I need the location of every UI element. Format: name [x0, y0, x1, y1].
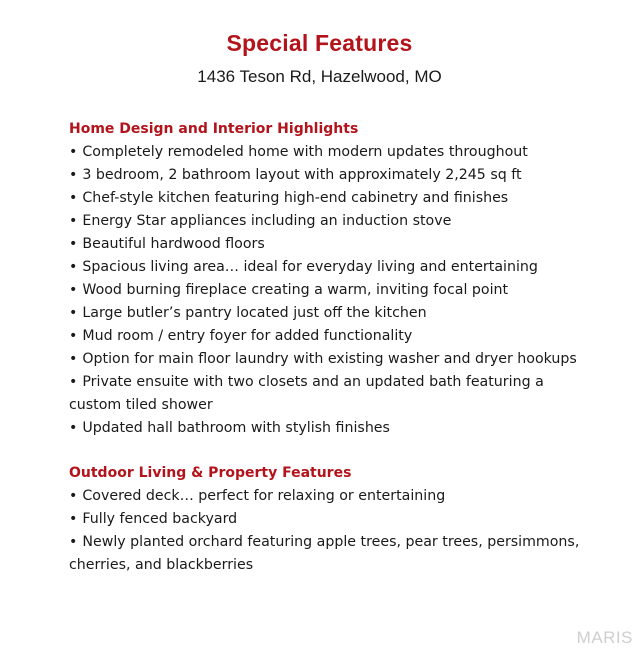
maris-watermark: MARIS [576, 628, 633, 647]
property-address: 1436 Teson Rd, Hazelwood, MO [197, 67, 442, 86]
bullet-icon: • [69, 236, 78, 252]
list-item: • Mud room / entry foyer for added functionality [69, 328, 413, 344]
bullet-icon: • [69, 259, 78, 275]
list-item: • Updated hall bathroom with stylish finishes [69, 420, 390, 436]
feature-list [69, 485, 589, 577]
list-item: • Large butler’s pantry located just off the kitchen [69, 305, 427, 321]
bullet-icon: • [69, 213, 78, 229]
list-item: • Chef-style kitchen featuring high-end cabinetry and finishes [69, 190, 509, 206]
list-item: • Spacious living area… ideal for everyday living and entertaining [69, 259, 538, 275]
feature-list [69, 141, 589, 440]
section-heading: Home Design and Interior Highlights [69, 121, 359, 137]
list-item: • Option for main floor laundry with existing washer and dryer hookups [69, 351, 577, 367]
bullet-icon: • [69, 328, 78, 344]
list-item: • 3 bedroom, 2 bathroom layout with approximately 2,245 sq ft [69, 167, 522, 183]
bullet-icon: • [69, 167, 78, 183]
list-item: • Fully fenced backyard [69, 511, 238, 527]
bullet-icon: • [69, 190, 78, 206]
bullet-icon: • [69, 351, 78, 367]
bullet-icon: • [69, 420, 78, 436]
bullet-icon: • [69, 144, 78, 160]
outdoor-features-section [69, 462, 589, 577]
list-item: • Wood burning fireplace creating a warm, inviting focal point [69, 282, 509, 298]
interior-highlights-section [69, 118, 589, 440]
list-item: • Energy Star appliances including an induction stove [69, 213, 452, 229]
list-item: • Private ensuite with two closets and an updated bath featuring a custom tiled shower [69, 374, 544, 413]
section-heading: Outdoor Living & Property Features [69, 465, 352, 481]
bullet-icon: • [69, 534, 78, 550]
list-item: • Completely remodeled home with modern updates throughout [69, 144, 528, 160]
bullet-icon: • [69, 305, 78, 321]
bullet-icon: • [69, 511, 78, 527]
list-item: • Covered deck… perfect for relaxing or entertaining [69, 488, 446, 504]
bullet-icon: • [69, 374, 78, 390]
list-item: • Newly planted orchard featuring apple trees, pear trees, persimmons, cherries, and blackberries [69, 534, 580, 573]
page-title: Special Features [226, 30, 413, 56]
bullet-icon: • [69, 282, 78, 298]
list-item: • Beautiful hardwood floors [69, 236, 265, 252]
bullet-icon: • [69, 488, 78, 504]
